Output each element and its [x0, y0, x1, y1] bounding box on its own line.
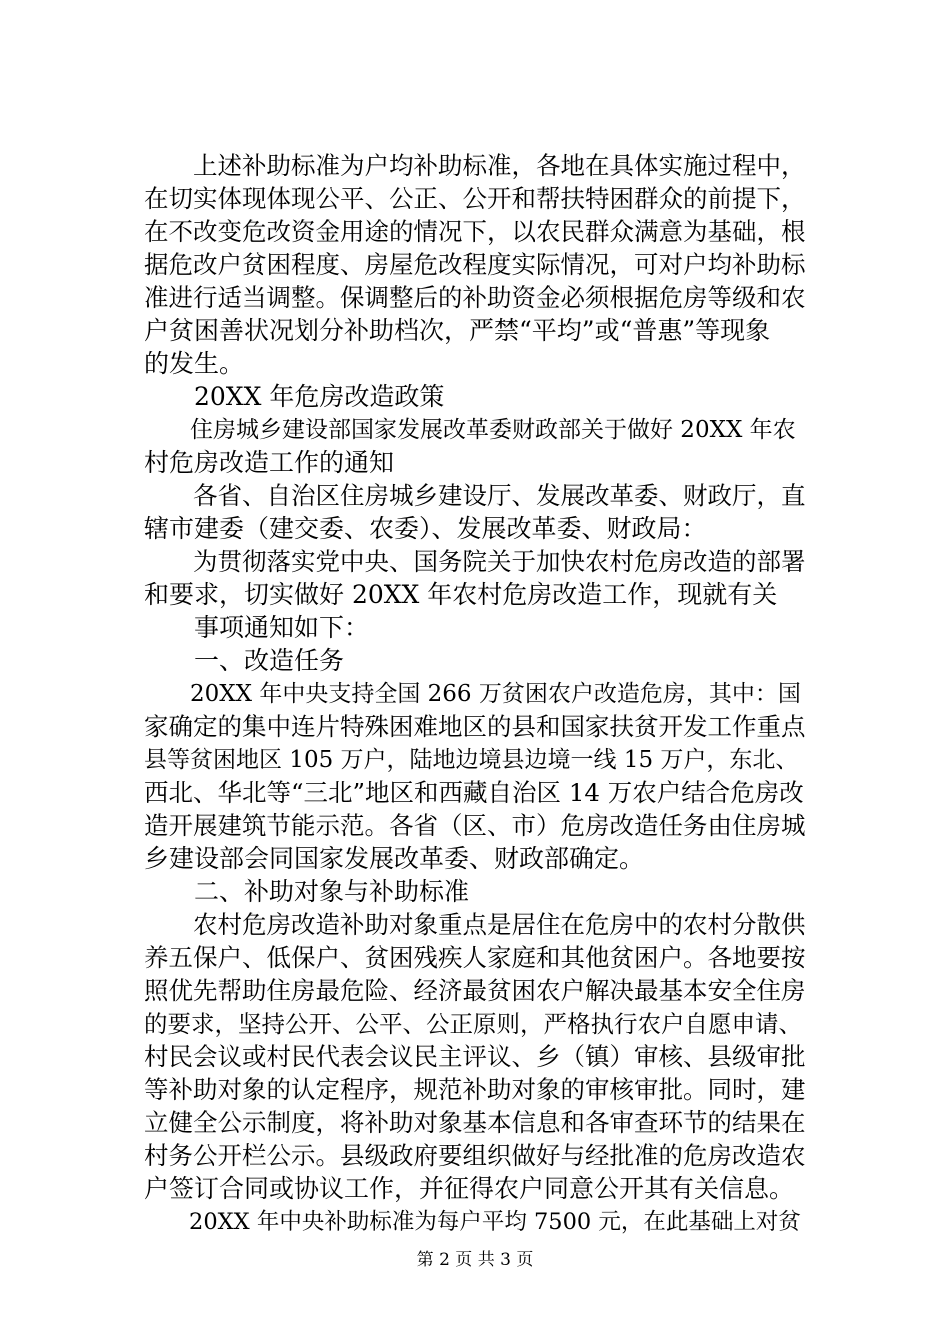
text-line: 造开展建筑节能示范。各省（区、市）危房改造任务由住房城	[144, 811, 806, 840]
section-heading: 一、改造任务	[144, 646, 345, 675]
text-line: 户签订合同或协议工作，并征得农户同意公开其有关信息。	[144, 1174, 795, 1203]
text-line: 立健全公示制度，将补助对象基本信息和各审查环节的结果在	[144, 1108, 806, 1137]
text-line: 村民会议或村民代表会议民主评议、乡（镇）审核、县级审批	[144, 1042, 806, 1071]
text-line: 家确定的集中连片特殊困难地区的县和国家扶贫开发工作重点	[144, 712, 806, 741]
text-line: 为贯彻落实党中央、国务院关于加快农村危房改造的部署	[144, 547, 806, 576]
text-line: 上述补助标准为户均补助标准，各地在具体实施过程中，	[144, 151, 806, 180]
text-line: 农村危房改造补助对象重点是居住在危房中的农村分散供	[144, 910, 806, 939]
text-line: 户贫困善状况划分补助档次，严禁“平均”或“普惠”等现象	[144, 316, 771, 345]
text-line: 20XX 年中央补助标准为每户平均 7500 元，在此基础上对贫	[144, 1209, 801, 1235]
text-line: 等补助对象的认定程序，规范补助对象的审核审批。同时，建	[144, 1075, 806, 1104]
text-line: 乡建设部会同国家发展改革委、财政部确定。	[144, 844, 645, 873]
text-line: 村务公开栏公示。县级政府要组织做好与经批准的危房改造农	[144, 1141, 806, 1170]
text-line: 的发生。	[144, 349, 245, 378]
text-line: 据危改户贫困程度、房屋危改程度实际情况，可对户均补助标	[144, 250, 806, 279]
text-line: 和要求，切实做好 20XX 年农村危房改造工作，现就有关	[144, 580, 778, 609]
text-line: 村危房改造工作的通知	[144, 448, 395, 477]
text-line: 在切实体现体现公平、公正、公开和帮扶特困群众的前提下，	[144, 184, 806, 213]
section-heading: 二、补助对象与补助标准	[144, 877, 470, 906]
page-number-footer: 第 2 页 共 3 页	[416, 1250, 534, 1270]
section-heading: 20XX 年危房改造政策	[144, 382, 445, 411]
text-line: 各省、自治区住房城乡建设厅、发展改革委、财政厅，直	[144, 481, 806, 510]
text-line: 住房城乡建设部国家发展改革委财政部关于做好 20XX 年农	[144, 417, 796, 443]
text-line: 在不改变危改资金用途的情况下，以农民群众满意为基础，根	[144, 217, 806, 246]
text-line: 的要求，坚持公开、公平、公正原则，严格执行农户自愿申请、	[144, 1010, 802, 1038]
text-line: 准进行适当调整。保调整后的补助资金必须根据危房等级和农	[144, 283, 806, 312]
text-line: 照优先帮助住房最危险、经济最贫困农户解决最基本安全住房	[144, 976, 806, 1005]
text-line: 养五保户、低保户、贫困残疾人家庭和其他贫困户。各地要按	[144, 943, 806, 972]
text-line: 事项通知如下：	[144, 613, 370, 642]
text-line: 20XX 年中央支持全国 266 万贫困农户改造危房，其中：国	[144, 681, 801, 707]
text-line: 西北、华北等“三北”地区和西藏自治区 14 万农户结合危房改	[144, 778, 804, 807]
text-line: 县等贫困地区 105 万户，陆地边境县边境一线 15 万户，东北、	[144, 747, 799, 773]
text-line: 辖市建委（建交委、农委）、发展改革委、财政局：	[144, 514, 707, 543]
